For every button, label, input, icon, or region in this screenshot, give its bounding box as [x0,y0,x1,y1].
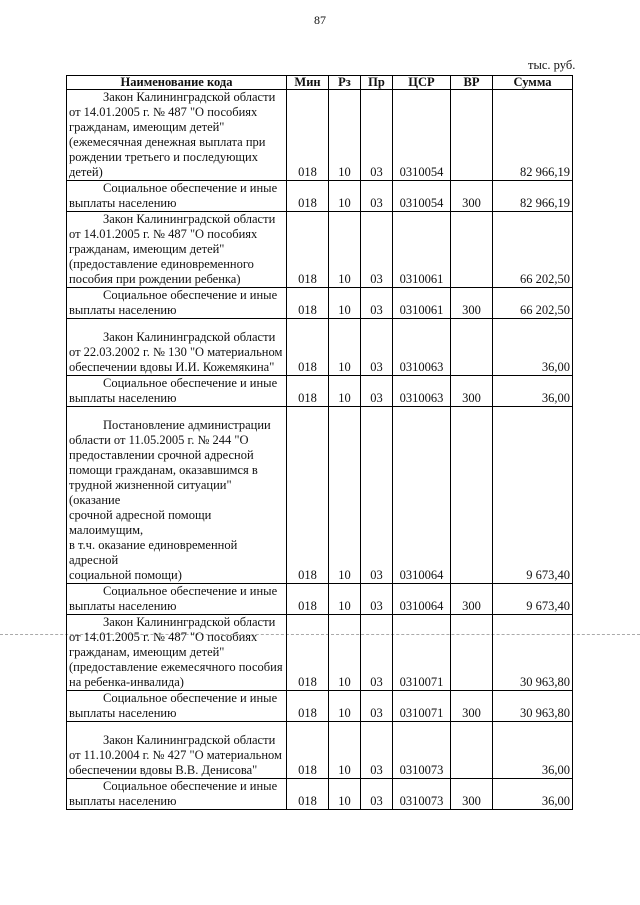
row-name-line: Постановление администрации [103,418,271,432]
row-name-line: выплаты населению [69,794,177,808]
row-name-line: обеспечении вдовы В.В. Денисова" [69,763,258,777]
row-name [67,212,287,288]
row-name-line: пособия при рождении ребенка) [69,272,241,286]
row-name-line: от 14.01.2005 г. № 487 "О пособиях [69,227,258,241]
header-csr: ЦСР [393,76,451,90]
row-pr: 03 [361,319,393,376]
row-min: 018 [287,212,329,288]
row-pr: 03 [361,722,393,779]
unit-label: тыс. руб. [528,58,576,72]
row-name-line: в т.ч. оказание единовременной адресной [69,538,238,567]
row-name-line: (предоставление ежемесячного пособия [69,660,283,674]
row-name-line: Социальное обеспечение и иные [103,691,278,705]
row-pr: 03 [361,779,393,810]
row-sum: 82 966,19 [493,181,573,212]
row-pr: 03 [361,584,393,615]
row-min: 018 [287,376,329,407]
row-vr [451,722,493,779]
row-min: 018 [287,181,329,212]
header-min: Мин [287,76,329,90]
row-min: 018 [287,722,329,779]
row-vr [451,212,493,288]
row-name-line: (ежемесячная денежная выплата при [69,135,266,149]
row-name-line: Социальное обеспечение и иные [103,376,278,390]
row-rz: 10 [329,181,361,212]
row-name [67,319,287,376]
row-name [67,722,287,779]
row-vr: 300 [451,181,493,212]
row-name-line: от 14.01.2005 г. № 487 "О пособиях [69,105,258,119]
row-min: 018 [287,288,329,319]
row-sum: 30 963,80 [493,691,573,722]
row-sum: 36,00 [493,376,573,407]
row-name [67,615,287,691]
row-name-line: Социальное обеспечение и иные [103,288,278,302]
header-sum: Сумма [493,76,573,90]
row-vr [451,615,493,691]
row-vr [451,90,493,181]
row-name-line: от 11.10.2004 г. № 427 "О материальном [69,748,282,762]
row-csr: 0310054 [393,181,451,212]
row-rz: 10 [329,407,361,584]
table-row [67,722,573,779]
row-csr: 0310064 [393,584,451,615]
row-csr: 0310071 [393,691,451,722]
row-name-line: выплаты населению [69,599,177,613]
table-row [67,90,573,181]
row-sum: 30 963,80 [493,615,573,691]
row-name-line: от 14.01.2005 г. № 487 "О пособиях [69,630,258,644]
row-sum: 9 673,40 [493,584,573,615]
budget-table [66,75,573,810]
row-csr: 0310054 [393,90,451,181]
header-vr: ВР [451,76,493,90]
table-row [67,779,573,810]
row-name-line: Социальное обеспечение и иные [103,779,278,793]
row-vr: 300 [451,288,493,319]
header-rz: Рз [329,76,361,90]
table-row [67,407,573,584]
row-name-line: гражданам, имеющим детей" [69,242,225,256]
row-csr: 0310071 [393,615,451,691]
row-pr: 03 [361,212,393,288]
row-name-line: выплаты населению [69,391,177,405]
row-name-line: гражданам, имеющим детей" [69,645,225,659]
row-sum: 36,00 [493,722,573,779]
table-row [67,181,573,212]
table-row [67,212,573,288]
row-name [67,584,287,615]
table-row [67,584,573,615]
row-rz: 10 [329,584,361,615]
row-name-line: Закон Калининградской области [103,733,276,747]
row-vr: 300 [451,376,493,407]
row-vr [451,319,493,376]
header-pr: Пр [361,76,393,90]
row-name-line: выплаты населению [69,196,177,210]
row-csr: 0310061 [393,212,451,288]
row-min: 018 [287,407,329,584]
row-csr: 0310063 [393,319,451,376]
row-sum: 36,00 [493,779,573,810]
row-name [67,779,287,810]
row-min: 018 [287,319,329,376]
table-row [67,319,573,376]
row-rz: 10 [329,212,361,288]
row-name-line: детей) [69,165,103,179]
row-vr: 300 [451,584,493,615]
row-name-line: трудной жизненной ситуации" (оказание [69,478,232,507]
row-rz: 10 [329,615,361,691]
row-pr: 03 [361,90,393,181]
row-name-line: Закон Калининградской области [103,90,276,104]
row-name-line: Закон Калининградской области [103,615,276,629]
row-vr [451,407,493,584]
row-sum: 82 966,19 [493,90,573,181]
header-row [67,76,573,90]
row-sum: 36,00 [493,319,573,376]
row-sum: 66 202,50 [493,212,573,288]
row-name-line: предоставлении срочной адресной [69,448,254,462]
row-name-line: Закон Калининградской области [103,212,276,226]
row-name-line: Закон Калининградской области [103,330,276,344]
row-name-line: области от 11.05.2005 г. № 244 "О [69,433,249,447]
table-row [67,288,573,319]
row-name-line: рождении третьего и последующих [69,150,258,164]
table-row [67,691,573,722]
row-csr: 0310073 [393,722,451,779]
row-rz: 10 [329,691,361,722]
row-min: 018 [287,90,329,181]
row-name-line: срочной адресной помощи малоимущим, [69,508,212,537]
row-rz: 10 [329,376,361,407]
row-pr: 03 [361,407,393,584]
row-sum: 66 202,50 [493,288,573,319]
table-row [67,615,573,691]
row-min: 018 [287,615,329,691]
row-name [67,691,287,722]
row-min: 018 [287,779,329,810]
header-name: Наименование кода [67,76,287,90]
row-name-line: помощи гражданам, оказавшимся в [69,463,258,477]
page-number: 87 [314,13,326,27]
row-rz: 10 [329,722,361,779]
row-min: 018 [287,691,329,722]
row-rz: 10 [329,779,361,810]
row-pr: 03 [361,181,393,212]
row-name [67,407,287,584]
row-csr: 0310064 [393,407,451,584]
row-name-line: от 22.03.2002 г. № 130 "О материальном [69,345,283,359]
row-name-line: гражданам, имеющим детей" [69,120,225,134]
row-name-line: выплаты населению [69,706,177,720]
row-min: 018 [287,584,329,615]
row-pr: 03 [361,288,393,319]
row-name-line: на ребенка-инвалида) [69,675,184,689]
row-name-line: выплаты населению [69,303,177,317]
row-sum: 9 673,40 [493,407,573,584]
row-csr: 0310061 [393,288,451,319]
row-pr: 03 [361,615,393,691]
row-name-line: обеспечении вдовы И.И. Кожемякина" [69,360,275,374]
row-name-line: социальной помощи) [69,568,182,582]
row-name-line: Социальное обеспечение и иные [103,584,278,598]
row-rz: 10 [329,319,361,376]
row-pr: 03 [361,691,393,722]
row-rz: 10 [329,288,361,319]
row-csr: 0310073 [393,779,451,810]
row-name [67,90,287,181]
row-name [67,376,287,407]
row-name-line: (предоставление единовременного [69,257,254,271]
row-vr: 300 [451,691,493,722]
row-pr: 03 [361,376,393,407]
row-rz: 10 [329,90,361,181]
row-name [67,288,287,319]
row-name-line: Социальное обеспечение и иные [103,181,278,195]
table-row [67,376,573,407]
row-vr: 300 [451,779,493,810]
row-name [67,181,287,212]
row-csr: 0310063 [393,376,451,407]
